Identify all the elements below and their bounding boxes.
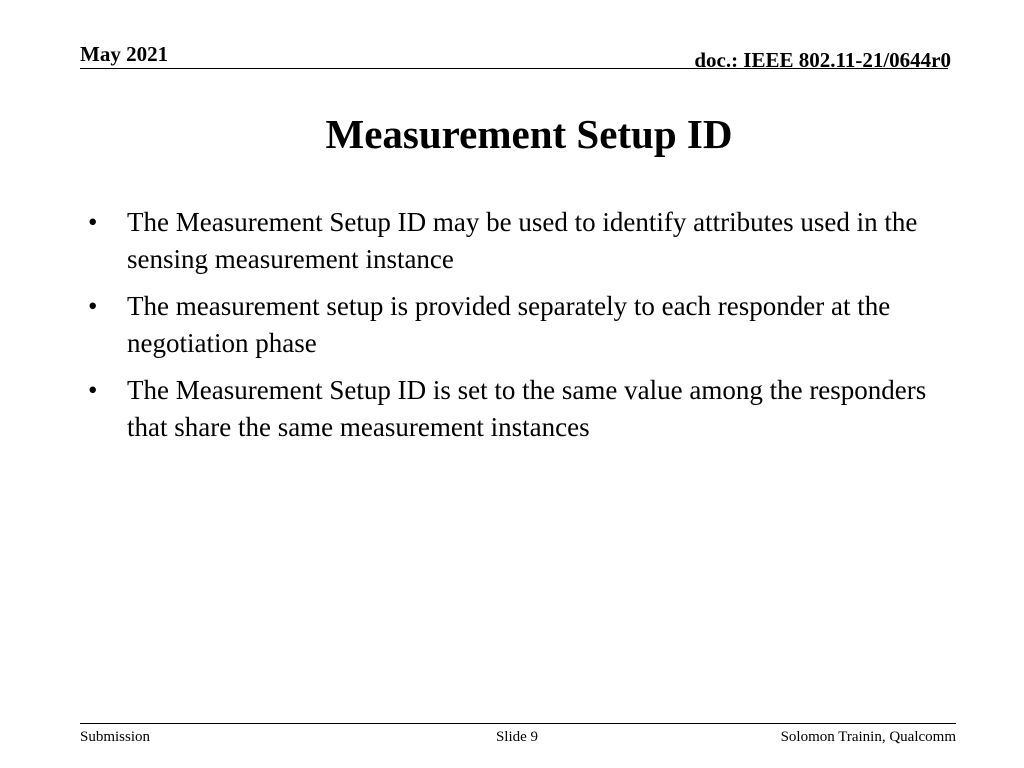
bullet-marker: • [88,207,98,237]
footer-author: Solomon Trainin, Qualcomm [780,729,956,745]
header-doc-id: doc.: IEEE 802.11-21/0644r0 [694,48,951,72]
bullet-text: The Measurement Setup ID may be used to identify attributes used in the sensing measurement instance [127,207,918,274]
bullet-marker: • [88,291,98,321]
bullet-item [80,372,960,446]
slide-title: Measurement Setup ID [325,111,733,157]
bullet-text: The measurement setup is provided separately to each responder at the negotiation phase [127,291,891,358]
bullet-item [80,288,960,362]
footer-slide-number: Slide 9 [495,729,539,745]
bullet-list [80,204,960,456]
bullet-marker: • [88,375,98,405]
bullet-text: The Measurement Setup ID is set to the same value among the responders that share the same measurement instances [127,375,927,442]
footer-divider [80,723,956,724]
footer-submission: Submission [80,729,151,745]
header-divider [80,68,948,69]
header-date: May 2021 [80,42,169,66]
bullet-item [80,204,960,278]
